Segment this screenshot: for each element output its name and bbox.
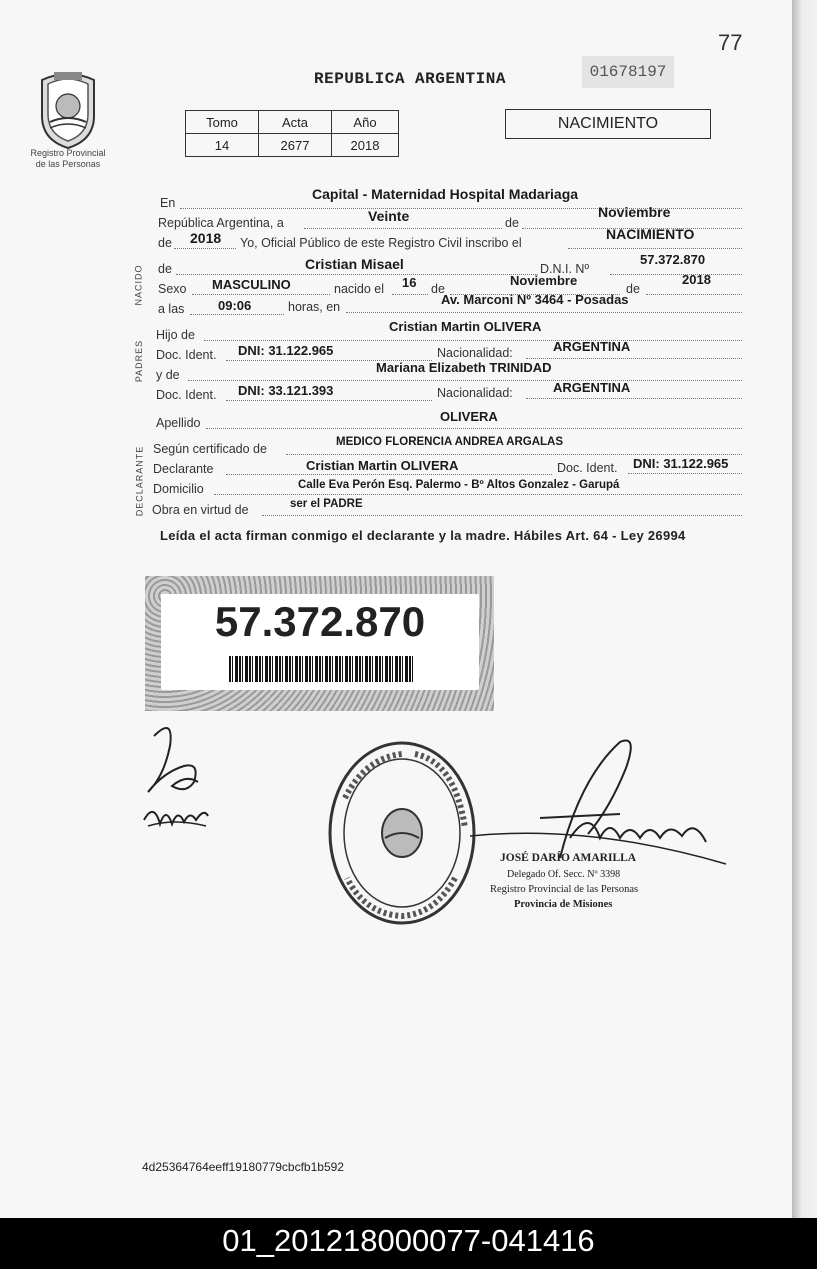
anio-header: Año	[332, 111, 399, 134]
dni-sticker	[145, 576, 494, 711]
mes-value: Noviembre	[598, 204, 671, 220]
document-title: REPUBLICA ARGENTINA	[314, 70, 506, 88]
nombre-line	[176, 274, 538, 275]
yde-label: y de	[156, 368, 180, 382]
official-office: Registro Provincial de las Personas	[490, 884, 639, 895]
republica-label: República Argentina, a	[158, 216, 284, 230]
domicilio-label: Domicilio	[153, 482, 204, 496]
horas-label: horas, en	[288, 300, 341, 314]
lugar-value: Av. Marconi Nº 3464 - Posadas	[441, 292, 629, 307]
nac-mes-value: Noviembre	[510, 273, 578, 288]
sexo-value: MASCULINO	[212, 277, 291, 292]
padre-value: Cristian Martin OLIVERA	[389, 319, 542, 334]
lugar-line	[346, 312, 742, 313]
declarante-doc-value: DNI: 31.122.965	[633, 456, 729, 471]
en-label: En	[160, 196, 176, 210]
madre-line	[188, 380, 742, 381]
nacido-label: nacido el	[334, 282, 385, 296]
obra-line	[262, 515, 742, 516]
de3-label: de	[158, 262, 172, 276]
anio-value-form: 2018	[190, 230, 222, 246]
signing-note: Leída el acta firman conmigo el declarante y la madre. Hábiles Art. 64 - Ley 26994	[160, 528, 686, 543]
nombre-value: Cristian Misael	[305, 256, 404, 272]
nac-dia-line	[392, 294, 428, 295]
declarante-doc-line	[628, 473, 742, 474]
dni-line	[610, 274, 742, 275]
province-emblem-icon	[36, 66, 100, 150]
apellido-line	[206, 428, 742, 429]
padre-nac-line	[526, 358, 742, 359]
madre-value: Mariana Elizabeth TRINIDAD	[376, 360, 552, 375]
tomo-value: 14	[186, 134, 259, 157]
madre-doc-label: Doc. Ident.	[156, 388, 217, 402]
file-id-bar	[0, 1218, 817, 1269]
page-number: 77	[718, 30, 743, 55]
record-type-box: NACIMIENTO	[505, 109, 711, 139]
domicilio-value: Calle Eva Perón Esq. Palermo - Bº Altos Gonzalez - Garupá	[298, 479, 620, 491]
madre-nac-label: Nacionalidad:	[437, 386, 513, 400]
declarante-label: Declarante	[153, 462, 214, 476]
inscribo-value: NACIMIENTO	[606, 226, 695, 242]
padre-doc-label: Doc. Ident.	[156, 348, 217, 362]
registry-table	[185, 110, 399, 157]
oficial-label: Yo, Oficial Público de este Registro Civil inscribo el	[240, 236, 522, 250]
certificado-value: MEDICO FLORENCIA ANDREA ARGALAS	[336, 436, 564, 448]
madre-doc-line	[226, 400, 432, 401]
logo-caption	[22, 148, 114, 170]
padre-line	[204, 340, 742, 341]
alas-label: a las	[158, 302, 185, 316]
dia-line	[304, 228, 502, 229]
side-label-declarante: DECLARANTE	[134, 445, 145, 517]
logo-caption-line2: de las Personas	[35, 159, 101, 169]
sexo-label: Sexo	[158, 282, 187, 296]
acta-value: 2677	[259, 134, 332, 157]
tomo-header: Tomo	[186, 111, 259, 134]
padre-doc-value: DNI: 31.122.965	[238, 343, 334, 358]
official-role: Delegado Of. Secc. Nº 3398	[507, 869, 621, 880]
barcode-icon	[229, 656, 413, 682]
hora-value: 09:06	[218, 298, 252, 313]
declarant-signature-icon	[134, 716, 214, 846]
document-hash: 4d25364764eeff19180779cbcfb1b592	[142, 1160, 344, 1174]
anio-line	[174, 248, 236, 249]
official-name: JOSÉ DARÍO AMARILLA	[500, 852, 637, 864]
de4-label: de	[431, 282, 445, 296]
hora-line	[190, 314, 284, 315]
de2-label: de	[158, 236, 172, 250]
sticker-label	[161, 594, 479, 690]
nac-anio-value: 2018	[682, 272, 711, 287]
official-province: Provincia de Misiones	[514, 899, 613, 910]
sticker-number: 57.372.870	[214, 598, 426, 645]
official-stamp-icon	[325, 738, 479, 928]
apellido-label: Apellido	[156, 416, 201, 430]
hijo-label: Hijo de	[156, 328, 195, 342]
dni-label: D.N.I. Nº	[540, 262, 590, 276]
en-value: Capital - Maternidad Hospital Madariaga	[312, 186, 579, 202]
dia-value: Veinte	[368, 208, 410, 224]
nac-dia-value: 16	[402, 275, 417, 290]
obra-label: Obra en virtud de	[152, 503, 249, 517]
serial-number: 01678197	[582, 56, 674, 88]
acta-header: Acta	[259, 111, 332, 134]
de-label: de	[505, 216, 519, 230]
registry-table-value-row	[186, 134, 399, 157]
side-label-padres: PADRES	[134, 339, 145, 383]
page-edge	[792, 0, 817, 1218]
dni-value: 57.372.870	[640, 252, 706, 267]
domicilio-line	[214, 494, 742, 495]
nac-anio-line	[646, 294, 742, 295]
certificado-line	[286, 454, 742, 455]
inscribo-line	[568, 248, 742, 249]
apellido-value: OLIVERA	[440, 409, 498, 424]
logo-caption-line1: Registro Provincial	[30, 148, 106, 158]
anio-value: 2018	[332, 134, 399, 157]
obra-value: ser el PADRE	[290, 498, 363, 510]
side-label-nacido: NACIDO	[133, 264, 144, 306]
madre-nac-value: ARGENTINA	[553, 380, 631, 395]
madre-doc-value: DNI: 33.121.393	[238, 383, 334, 398]
madre-nac-line	[526, 398, 742, 399]
registry-table-header-row	[186, 111, 399, 134]
segun-label: Según certificado de	[153, 442, 267, 456]
padre-nac-value: ARGENTINA	[553, 339, 631, 354]
declarante-value: Cristian Martin OLIVERA	[306, 458, 459, 473]
declarante-doc-label: Doc. Ident.	[557, 461, 618, 475]
declarante-line	[226, 474, 552, 475]
sexo-line	[192, 294, 330, 295]
file-id: 01_201218000077-041416	[222, 1223, 595, 1258]
de5-label: de	[626, 282, 640, 296]
padre-nac-label: Nacionalidad:	[437, 346, 513, 360]
